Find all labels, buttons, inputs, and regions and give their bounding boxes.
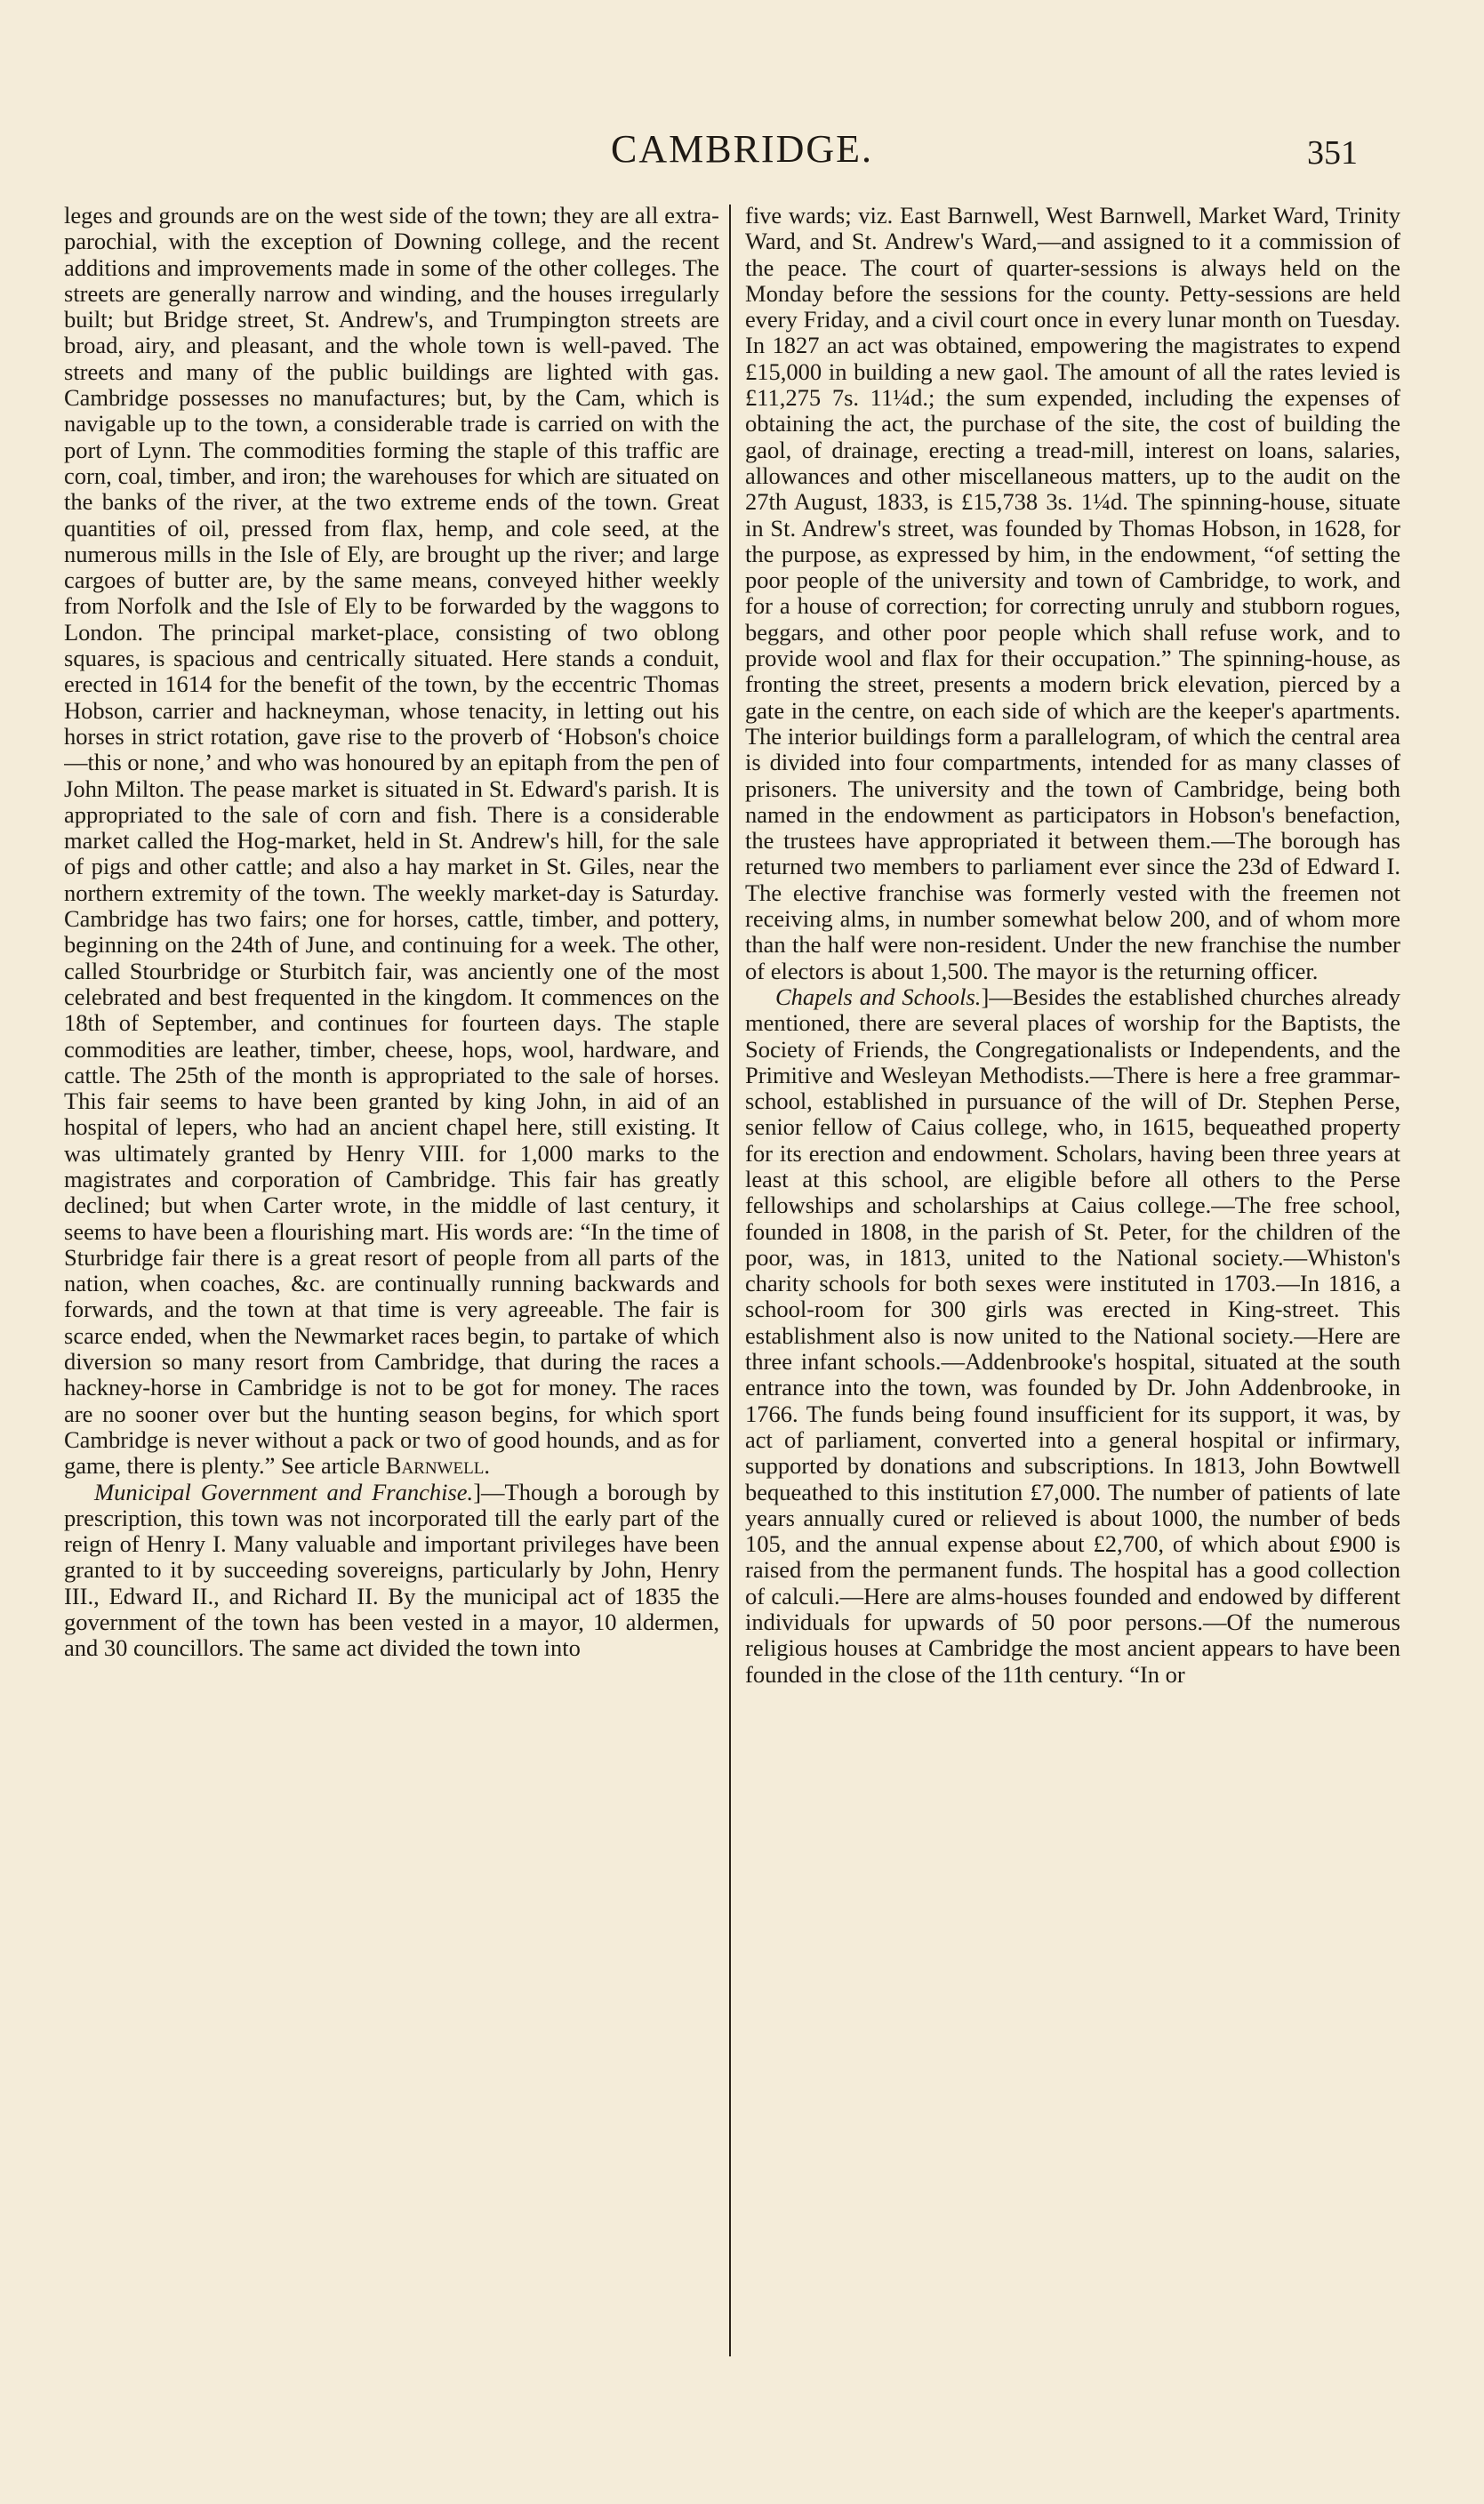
column-divider	[729, 205, 731, 2356]
right-column	[745, 203, 1400, 2364]
right-paragraph-2	[745, 984, 1400, 1688]
left-paragraph-1-text: leges and grounds are on the west side of the town; they are all extra-parochial, with the exception of Downing college, and the recent additions and improvements made in some of the other colleges. The streets are generally narrow and winding, and the houses irregularly built; but Bridge street, St. Andrew's, and Trumpington streets are broad, airy, and pleasant, and the whole town is well-paved. The streets and many of the public buildings are lighted with gas. Cambridge possesses no manufactures; but, by the Cam, which is navigable up to the town, a considerable trade is carried on with the port of Lynn. The commodities forming the staple of this traffic are corn, coal, timber, and iron; the warehouses for which are situated on the banks of the river, at the two extreme ends of the town. Great quantities of oil, pressed from flax, hemp, and cole seed, at the numerous mills in the Isle of Ely, are brought up the river; and large cargoes of butter are, by the same means, conveyed hither weekly from Norfolk and the Isle of Ely to be forwarded by the waggons to London. The principal market-place, consisting of two oblong squares, is spacious and centrically situated. Here stands a conduit, erected in 1614 for the benefit of the town, by the eccentric Thomas Hobson, carrier and hackneyman, whose tenacity, in letting out his horses in strict rotation, gave rise to the proverb of ‘Hobson's choice—this or none,’ and who was honoured by an epitaph from the pen of John Milton. The pease market is situated in St. Edward's parish. It is appropriated to the sale of corn and fish. There is a considerable market called the Hog-market, held in St. Andrew's hill, for the sale of pigs and other cattle; and also a hay market in St. Giles, near the northern extremity of the town. The weekly market-day is Saturday. Cambridge has two fairs; one for horses, cattle, timber, and pottery, beginning on the 24th of June, and continuing for a week. The other, called Stourbridge or Sturbitch fair, was anciently one of the most celebrated and best frequented in the kingdom. It commences on the 18th of September, and continues for fourteen days. The staple commodities are leather, timber, cheese, hops, wool, hardware, and cattle. The 25th of the month is appropriated to the sale of horses. This fair seems to have been granted by king John, in aid of an hospital of lepers, who had an ancient chapel here, still existing. It was ultimately granted by Henry VIII. for 1,000 marks to the magistrates and corporation of Cambridge. This fair has greatly declined; but when Carter wrote, in the middle of last century, it seems to have been a flourishing mart. His words are: “In the time of Sturbridge fair there is a great resort of people from all parts of the nation, when coaches, &c. are continually running backwards and forwards, and the town at that time is very agreeable. The fair is scarce ended, when the Newmarket races begin, to partake of which diversion so many resort from Cambridge, that during the races a hackney-horse in Cambridge is not to be got for money. The races are no sooner over but the hunting season begins, for which sport Cambridge is never without a pack or two of good hounds, and as for game, there is plenty.” See article	[64, 203, 719, 1480]
left-paragraph-1	[64, 203, 719, 1480]
left-paragraph-1-end: .	[484, 1452, 490, 1480]
left-paragraph-2-text: ]—Though a borough by prescription, this town was not incorporated till the early part of the reign of Henry I. Many valuable and important privileges have been granted to it by succeeding sovereigns, particularly by John, Henry III., Edward II., and Richard II. By the municipal act of 1835 the government of the town has been vested in a mayor, 10 aldermen, and 30 councillors. The same act divided the town into	[64, 1478, 719, 1662]
cross-reference-barnwell: Barnwell	[385, 1452, 485, 1480]
right-paragraph-1	[745, 203, 1400, 984]
page-number: 351	[1307, 134, 1358, 172]
right-paragraph-1-text: five wards; viz. East Barnwell, West Barnwell, Market Ward, Trinity Ward, and St. Andrew's Ward,—and assigned to it a commission of the peace. The court of quarter-sessions is always held on the Monday before the sessions for the county. Petty-sessions are held every Friday, and a civil court once in every lunar month on Tuesday. In 1827 an act was obtained, empowering the magistrates to expend £15,000 in building a new gaol. The amount of all the rates levied is £11,275 7s. 11¼d.; the sum expended, including the expenses of obtaining the act, the purchase of the site, the cost of building the gaol, of drainage, erecting a tread-mill, interest on loans, salaries, allowances and other miscellaneous matters, up to the audit on the 27th August, 1833, is £15,738 3s. 1¼d. The spinning-house, situate in St. Andrew's street, was founded by Thomas Hobson, in 1628, for the purpose, as expressed by him, in the endowment, “of setting the poor people of the university and town of Cambridge, to work, and for a house of correction; for correcting unruly and stubborn rogues, beggars, and other poor people which shall refuse work, and to provide wool and flax for their occupation.” The spinning-house, as fronting the street, presents a modern brick elevation, pierced by a gate in the centre, on each side of which are the keeper's apartments. The interior buildings form a parallelogram, of which the central area is divided into four compartments, intended for as many classes of prisoners. The university and the town of Cambridge, being both named in the endowment as participators in Hobson's benefaction, the trustees have appropriated it between them.—The borough has returned two members to parliament ever since the 23d of Edward I. The elective franchise was formerly vested with the freemen not receiving alms, in number somewhat below 200, and of whom more than the half were non-resident. Under the new franchise the number of electors is about 1,500. The mayor is the returning officer.	[745, 203, 1400, 984]
section-heading-municipal: Municipal Government and Franchise.	[94, 1478, 474, 1505]
right-paragraph-2-text: ]—Besides the established churches already mentioned, there are several places of worship for the Baptists, the Society of Friends, the Congregationalists or Independents, and the Primitive and Wesleyan Methodists.—There is here a free grammar-school, established in pursuance of the will of Dr. Stephen Perse, senior fellow of Caius college, who, in 1615, bequeathed property for its erection and endowment. Scholars, having been three years at least at this school, are eligible before all others to the Perse fellowships and scholarships at Caius college.—The free school, founded in 1808, in the parish of St. Peter, for the children of the poor, was, in 1813, united to the National society.—Whiston's charity schools for both sexes were instituted in 1703.—In 1816, a school-room for 300 girls was erected in King-street. This establishment also is now united to the National society.—Here are three infant schools.—Addenbrooke's hospital, situated at the south entrance into the town, was founded by Dr. John Addenbrooke, in 1766. The funds being found insufficient for its support, it was, by act of parliament, converted into a general hospital or infirmary, supported by donations and subscriptions. In 1813, John Bowtwell bequeathed to this institution £7,000. The number of patients of late years annually cured or relieved is about 1000, the number of beds 105, and the annual expense about £2,700, of which about £900 is raised from the permanent funds. The hospital has a good collection of calculi.—Here are alms-houses founded and endowed by different individuals for upwards of 50 poor persons.—Of the numerous religious houses at Cambridge the most ancient appears to have been founded in the close of the 11th century. “In or	[745, 983, 1400, 1688]
left-paragraph-2	[64, 1480, 719, 1662]
left-column	[64, 203, 719, 2364]
page-title: CAMBRIDGE.	[610, 127, 874, 171]
section-heading-chapels: Chapels and Schools.	[775, 983, 982, 1010]
